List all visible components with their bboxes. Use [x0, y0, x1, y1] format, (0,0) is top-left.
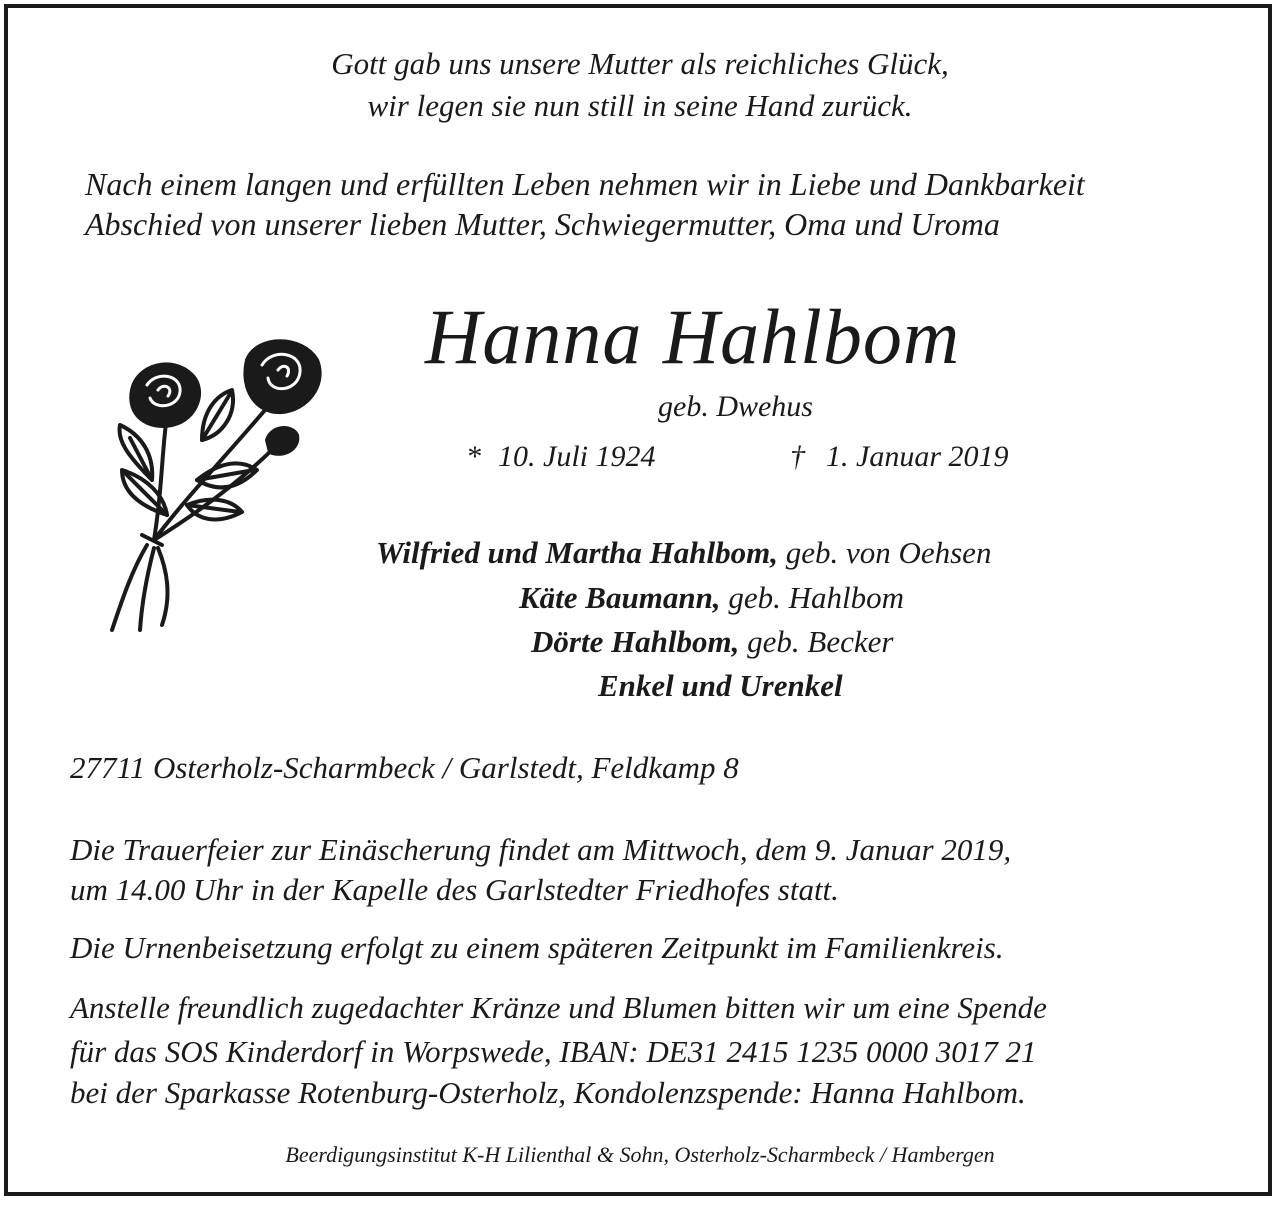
address: 27711 Osterholz-Scharmbeck / Garlstedt, Feldkamp 8 [70, 750, 739, 785]
intro-line-2: Abschied von unserer lieben Mutter, Schwiegermutter, Oma und Uroma [85, 206, 1000, 242]
family-line-4 [598, 670, 843, 701]
verse-line-2: wir legen sie nun still in seine Hand zurück. [367, 88, 913, 123]
urn-notice: Die Urnenbeisetzung erfolgt zu einem späteren Zeitpunkt im Familienkreis. [70, 930, 1004, 965]
family-name: Käte Baumann, [519, 580, 721, 615]
birth-name: geb. Dwehus [658, 390, 813, 423]
family-line-3 [531, 626, 893, 657]
ceremony-line-2: um 14.00 Uhr in der Kapelle des Garlstedter Friedhofes statt. [70, 872, 839, 907]
roses-icon [92, 330, 342, 635]
donation-line-2: für das SOS Kinderdorf in Worpswede, IBAN: DE31 2415 1235 0000 3017 21 [70, 1034, 1037, 1069]
family-line-1 [376, 537, 991, 568]
born-symbol: * [466, 440, 481, 473]
death-date: 1. Januar 2019 [826, 440, 1009, 473]
death-symbol: † [790, 440, 805, 473]
donation-line-3: bei der Sparkasse Rotenburg-Osterholz, Kondolenzspende: Hanna Hahlbom. [70, 1075, 1026, 1110]
intro-line-1: Nach einem langen und erfüllten Leben nehmen wir in Liebe und Dankbarkeit [85, 166, 1085, 202]
family-name: Enkel und Urenkel [598, 668, 843, 703]
family-note: geb. von Oehsen [785, 535, 992, 570]
family-name: Wilfried und Martha Hahlbom, [376, 535, 778, 570]
family-name: Dörte Hahlbom, [531, 624, 740, 659]
family-note: geb. Becker [747, 624, 894, 659]
verse-line-1: Gott gab uns unsere Mutter als reichliches Glück, [331, 46, 949, 81]
donation-line-1: Anstelle freundlich zugedachter Kränze und Blumen bitten wir um eine Spende [70, 990, 1047, 1025]
ceremony-line-1: Die Trauerfeier zur Einäscherung findet am Mittwoch, dem 9. Januar 2019, [70, 832, 1012, 867]
deceased-name: Hanna Hahlbom [425, 293, 961, 380]
family-line-2 [519, 582, 904, 613]
funeral-home-footer: Beerdigungsinstitut K-H Lilienthal & Sohn, Osterholz-Scharmbeck / Hambergen [285, 1142, 995, 1167]
birth-date: 10. Juli 1924 [498, 440, 656, 473]
family-note: geb. Hahlbom [728, 580, 904, 615]
